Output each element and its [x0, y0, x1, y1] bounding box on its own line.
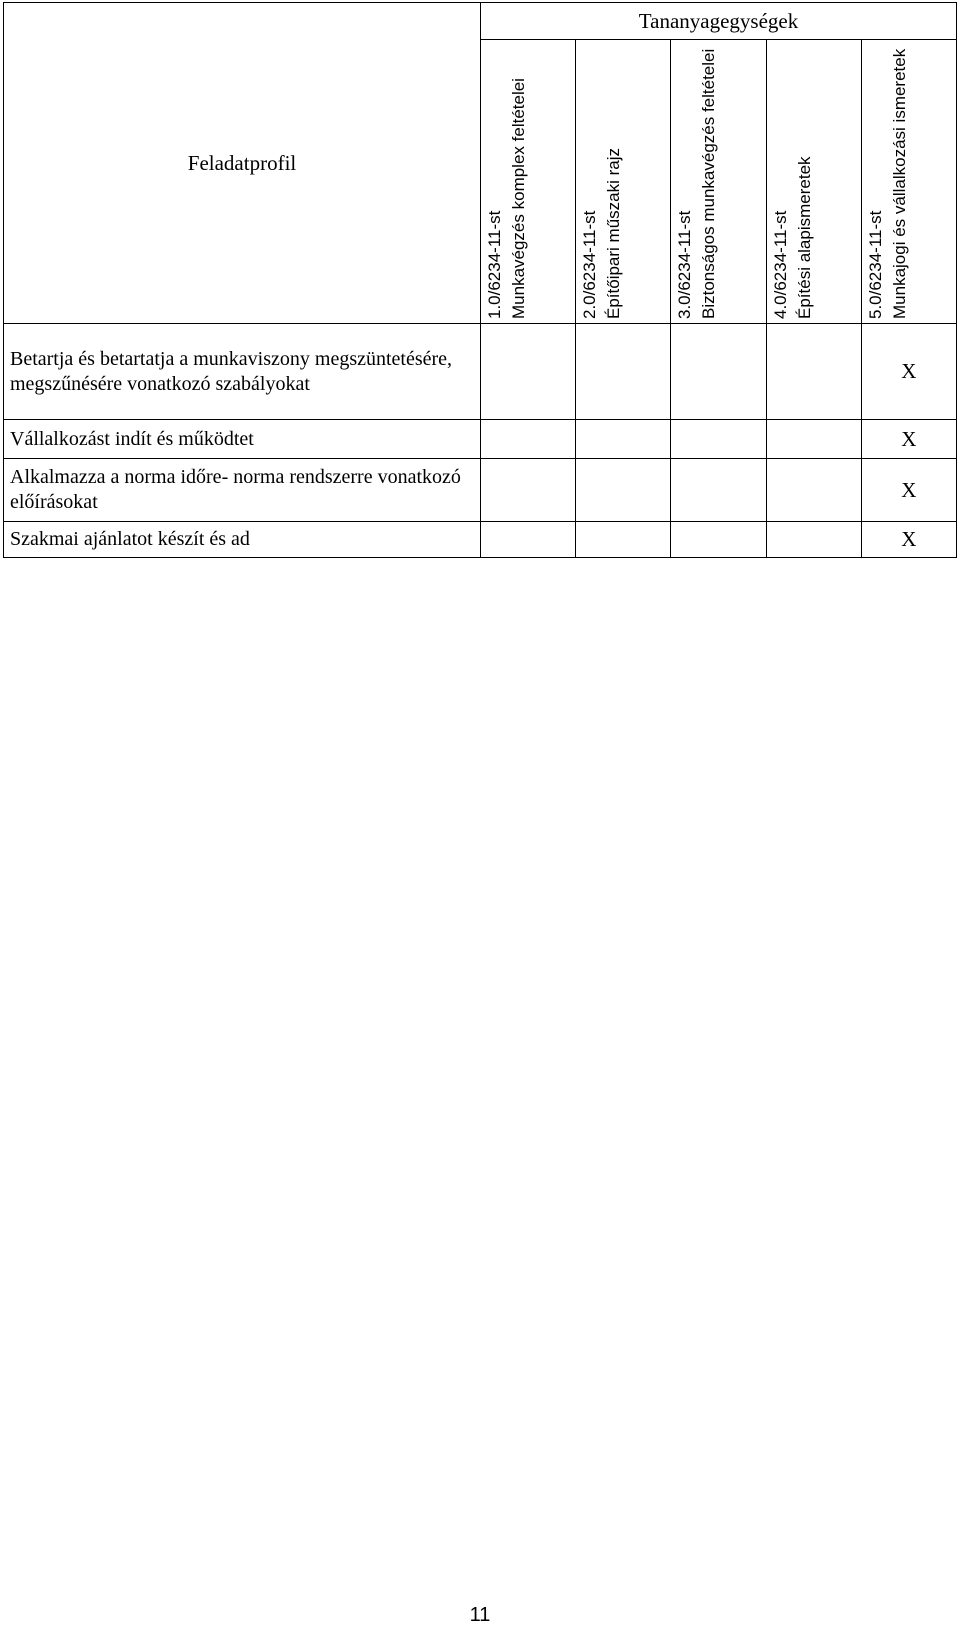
unit-name: Munkajogi és vállalkozási ismeretek: [889, 48, 909, 319]
mark-cell: [766, 420, 861, 459]
mark-cell: [481, 324, 576, 420]
units-header: Tananyagegységek: [481, 3, 957, 40]
unit-name: Biztonságos munkavégzés feltételei: [699, 48, 719, 319]
mark-cell: [576, 459, 671, 522]
unit-name: Építőipari műszaki rajz: [604, 147, 624, 319]
mark-cell: [481, 420, 576, 459]
task-cell: Betartja és betartatja a munkaviszony megszüntetésére, megszűnésére vonatkozó szabályokat: [4, 324, 481, 420]
unit-code: 3.0/6234-11-st: [675, 210, 695, 319]
mark-cell: [671, 420, 766, 459]
task-cell: Vállalkozást indít és működtet: [4, 420, 481, 459]
unit-header-2: [576, 40, 671, 324]
unit-header-1: [481, 40, 576, 324]
mark-cell: [766, 459, 861, 522]
unit-code: 1.0/6234-11-st: [485, 210, 505, 319]
unit-header-4: [766, 40, 861, 324]
table-row: [4, 420, 957, 459]
unit-name: Építési alapismeretek: [794, 156, 814, 319]
mark-cell: X: [861, 420, 956, 459]
table-row: [4, 459, 957, 522]
task-cell: Szakmai ajánlatot készít és ad: [4, 522, 481, 558]
mark-cell: [671, 522, 766, 558]
unit-code: 4.0/6234-11-st: [770, 210, 790, 319]
unit-code: 2.0/6234-11-st: [580, 210, 600, 319]
task-profile-matrix: [3, 2, 957, 558]
mark-cell: [671, 459, 766, 522]
unit-name: Munkavégzés komplex feltételei: [509, 78, 529, 319]
mark-cell: [671, 324, 766, 420]
mark-cell: [481, 459, 576, 522]
mark-cell: X: [861, 522, 956, 558]
mark-cell: [766, 522, 861, 558]
mark-cell: [481, 522, 576, 558]
table-row: [4, 324, 957, 420]
profile-header: Feladatprofil: [4, 3, 481, 324]
mark-cell: [766, 324, 861, 420]
mark-cell: [576, 420, 671, 459]
mark-cell: X: [861, 324, 956, 420]
unit-code: 5.0/6234-11-st: [865, 210, 885, 319]
unit-header-5: [861, 40, 956, 324]
mark-cell: X: [861, 459, 956, 522]
mark-cell: [576, 522, 671, 558]
table-row: [4, 522, 957, 558]
unit-header-3: [671, 40, 766, 324]
task-cell: Alkalmazza a norma időre- norma rendszerre vonatkozó előírásokat: [4, 459, 481, 522]
page-number: 11: [469, 1604, 491, 1626]
mark-cell: [576, 324, 671, 420]
